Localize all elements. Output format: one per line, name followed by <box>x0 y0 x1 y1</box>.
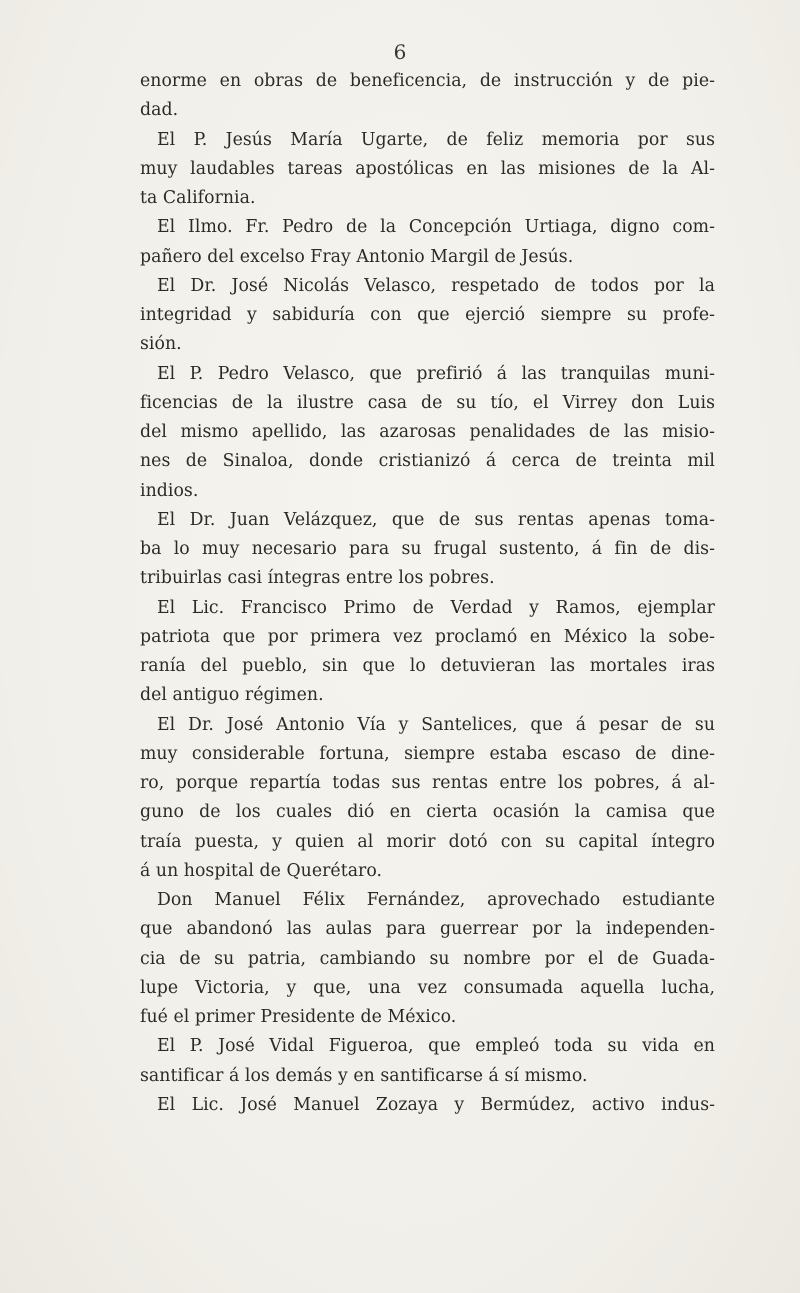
body-text <box>140 67 715 1120</box>
text-line: ba lo muy necesario para su frugal sustento, á fin de dis- <box>140 539 715 559</box>
page-number: 6 <box>393 40 407 64</box>
text-line: pañero del excelso Fray Antonio Margil de Jesús. <box>140 246 574 267</box>
text-line: El Dr. Juan Velázquez, que de sus rentas apenas toma- <box>157 509 715 530</box>
text-line: nes de Sinaloa, donde cristianizó á cerca de treinta mil <box>140 451 715 472</box>
text-line: El Lic. José Manuel Zozaya y Bermúdez, activo indus- <box>157 1094 715 1115</box>
text-line: El Lic. Francisco Primo de Verdad y Ramos, ejemplar <box>157 597 715 618</box>
text-line: cia de su patria, cambiando su nombre por el de Guada- <box>140 948 715 969</box>
text-line: El P. José Vidal Figueroa, que empleó toda su vida en <box>157 1036 715 1057</box>
text-line: á un hospital de Querétaro. <box>140 860 383 881</box>
text-line: El Ilmo. Fr. Pedro de la Concepción Urtiaga, digno com- <box>157 217 715 238</box>
text-line: del antiguo régimen. <box>140 685 324 706</box>
text-line: Don Manuel Félix Fernández, aprovechado estudiante <box>157 890 715 910</box>
text-line: El P. Pedro Velasco, que prefirió á las tranquilas muni- <box>157 363 715 384</box>
text-line: indios. <box>140 480 199 501</box>
text-line: El P. Jesús María Ugarte, de feliz memoria por sus <box>157 129 715 150</box>
text-line: muy considerable fortuna, siempre estaba escaso de dine- <box>140 743 715 764</box>
text-line: santificar á los demás y en santificarse á sí mismo. <box>140 1065 588 1086</box>
text-line: del mismo apellido, las azarosas penalidades de las misio- <box>140 422 715 442</box>
text-line: patriota que por primera vez proclamó en México la sobe- <box>140 626 715 647</box>
text-line: dad. <box>140 100 179 121</box>
text-line: enorme en obras de beneficencia, de instrucción y de pie- <box>140 71 715 91</box>
text-line: El Dr. José Antonio Vía y Santelices, que á pesar de su <box>157 714 715 735</box>
text-line: lupe Victoria, y que, una vez consumada aquella lucha, <box>140 977 715 998</box>
text-line: ficencias de la ilustre casa de su tío, el Virrey don Luis <box>140 392 715 413</box>
text-line: muy laudables tareas apostólicas en las misiones de la Al- <box>140 158 715 179</box>
text-line: traía puesta, y quien al morir dotó con su capital íntegro <box>140 831 715 852</box>
text-line: integridad y sabiduría con que ejerció siempre su profe- <box>140 305 715 325</box>
text-line: fué el primer Presidente de México. <box>140 1007 457 1027</box>
text-line: que abandonó las aulas para guerrear por la independen- <box>140 919 715 940</box>
text-line: tribuirlas casi íntegras entre los pobres. <box>140 568 495 589</box>
text-line: El Dr. José Nicolás Velasco, respetado de todos por la <box>157 275 715 296</box>
text-line: guno de los cuales dió en cierta ocasión la camisa que <box>140 802 715 823</box>
text-line: ranía del pueblo, sin que lo detuvieran las mortales iras <box>140 656 715 676</box>
text-line: ta California. <box>140 188 256 208</box>
text-line: sión. <box>140 334 182 355</box>
text-line: ro, porque repartía todas sus rentas entre los pobres, á al- <box>140 773 715 793</box>
